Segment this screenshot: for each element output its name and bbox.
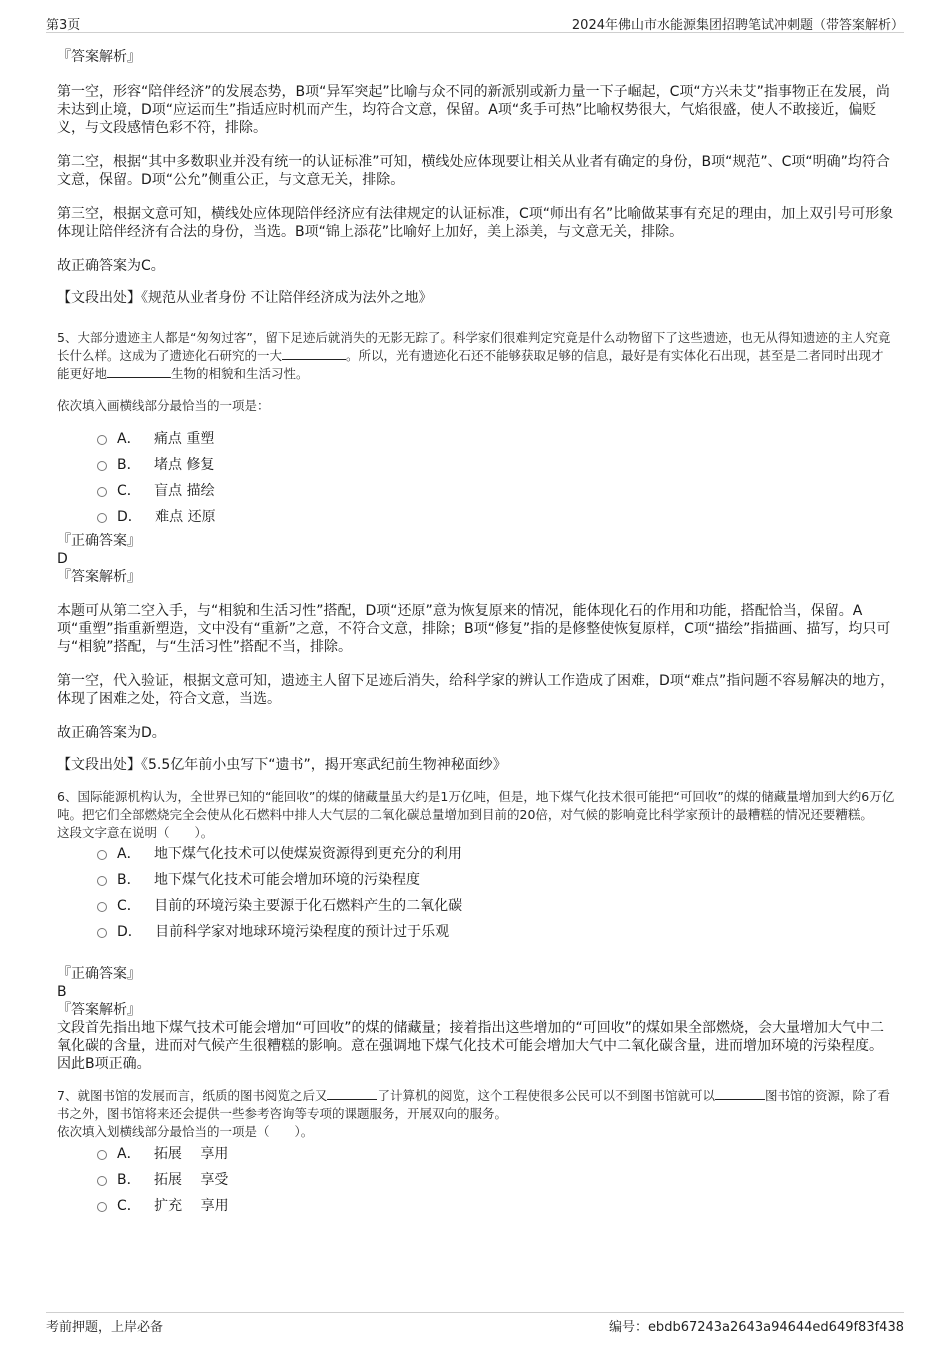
q5-blank-1 [282,347,346,360]
footer-slogan: 考前押题，上岸必备 [46,1320,164,1335]
radio-icon[interactable] [97,928,107,938]
q4-conclusion: 故正确答案为C。 [57,258,165,274]
q5-analysis-p2: 第一空，代入验证，根据文意可知，遗迹主人留下足迹后消失，给科学家的辨认工作造成了困难，D项“难点”指问题不容易解决的地方，体现了困难之处，符合文意，当选。 [57,673,895,707]
q4-analysis-p3: 第三空，根据文意可知，横线处应体现陪伴经济应有法律规定的认证标准，C项“师出有名”比喻做某事有充足的理由，加上双引号可形象体现让陪伴经济有合法的身份，当选。B项“锦上添花”比喻好上加好，美上添美，与文意无关，排除。 [57,206,894,240]
q5-source: 【文段出处】《5.5亿年前小虫写下“遗书”，揭开寒武纪前生物神秘面纱》 [57,757,507,773]
q6-option-d[interactable]: D． 目前科学家对地球环境污染程度的预计过于乐观 [57,923,895,949]
q6-correct-answer: B [57,984,67,1000]
q6-option-a[interactable]: A． 地下煤气化技术可以使煤炭资源得到更充分的利用 [57,845,895,871]
document-body [57,44,895,1223]
q7-blank-1 [327,1087,377,1100]
page-header [46,12,904,33]
q5-blank-2 [107,365,171,378]
q4-source: 【文段出处】《规范从业者身份 不让陪伴经济成为法外之地》 [57,290,433,306]
q7-option-b[interactable]: B． 拓展 享受 [57,1171,895,1197]
radio-icon[interactable] [97,487,107,497]
q6-correct-label: 『正确答案』 [57,966,141,982]
q6-option-b[interactable]: B． 地下煤气化技术可能会增加环境的污染程度 [57,871,895,897]
q5-analysis-label: 『答案解析』 [57,569,141,585]
q5-option-b[interactable]: B． 堵点 修复 [57,456,895,482]
q5-analysis-p1: 本题可从第二空入手，与“相貌和生活习性”搭配，D项“还原”意为恢复原来的情况，能体现化石的作用和功能，搭配恰当，保留。A项“重塑”指重新塑造，文中没有“重新”之意，不符合文意，排除；B项“修复”指的是修整使恢复原样，C项“描绘”指描画、描写，均只可与“相貌”搭配，与“生活习性”搭配不当，排除。 [57,603,891,655]
q6-options [57,845,895,949]
document-title: 2024年佛山市水能源集团招聘笔试冲刺题（带答案解析） [571,18,904,33]
page-footer [46,1312,904,1333]
q5-stem: 5、大部分遗迹主人都是“匆匆过客”，留下足迹后就消失的无影无踪了。科学家们很难判定究竟是什么动物留下了这些遗迹，也无从得知遗迹的主人究竟长什么样。这成为了遗迹化石研究的一大 。所以，光有遗迹化石还不能够获取足够的信息，最好是有实体化石出现，甚至是二者同时出现才能更好地 生物的相貌和生活习性。 [57,330,891,381]
q5-options [57,430,895,534]
radio-icon[interactable] [97,435,107,445]
q5-option-c[interactable]: C． 盲点 描绘 [57,482,895,508]
radio-icon[interactable] [97,1176,107,1186]
q6-prompt: 这段文字意在说明（ ）。 [57,825,214,840]
q5-prompt: 依次填入画横线部分最恰当的一项是： [57,398,270,413]
page-number: 第3页 [46,18,81,33]
radio-icon[interactable] [97,1150,107,1160]
radio-icon[interactable] [97,1202,107,1212]
q4-analysis-p1: 第一空，形容“陪伴经济”的发展态势，B项“异军突起”比喻与众不同的新派别或新力量一下子崛起，C项“方兴未艾”指事物正在发展，尚未达到止境，D项“应运而生”指适应时机而产生，均符合文意，保留。A项“炙手可热”比喻权势很大，气焰很盛，使人不敢接近，偏贬义，与文段感情色彩不符，排除。 [57,84,890,136]
radio-icon[interactable] [97,902,107,912]
q6-analysis: 文段首先指出地下煤气技术可能会增加“可回收”的煤的储藏量；接着指出这些增加的“可回收”的煤如果全部燃烧，会大量增加大气中二氧化碳的含量，进而对气候产生很糟糕的影响。意在强调地下煤气化技术可能会增加大气中二氧化碳含量，进而增加环境的污染程度。因此B项正确。 [57,1020,885,1072]
q6-stem: 6、国际能源机构认为，全世界已知的“能回收”的煤的储藏量虽大约是1万亿吨，但是，地下煤气化技术很可能把“可回收”的煤的储藏量增加到大约6万亿吨。把它们全部燃烧完全会使从化石燃料中排人大气层的二氧化碳总量增加到目前的20倍，对气候的影响竟比科学家预计的最糟糕的情况还要糟糕。 [57,789,895,822]
q7-stem: 7、就图书馆的发展而言，纸质的图书阅览之后又 了计算机的阅览，这个工程使很多公民可以不到图书馆就可以 图书馆的资源，除了看书之外，图书馆将来还会提供一些参考咨询等专项的课题服务，开展双向的服务。 [57,1088,890,1121]
q7-options [57,1145,895,1223]
q7-option-a[interactable]: A． 拓展 享用 [57,1145,895,1171]
q6-analysis-label: 『答案解析』 [57,1002,141,1018]
q5-option-d[interactable]: D． 难点 还原 [57,508,895,534]
q5-correct-answer: D [57,551,68,567]
radio-icon[interactable] [97,850,107,860]
radio-icon[interactable] [97,876,107,886]
q4-analysis-p2: 第二空，根据“其中多数职业并没有统一的认证标准”可知，横线处应体现要让相关从业者有确定的身份，B项“规范”、C项“明确”均符合文意，保留。D项“公允”侧重公正，与文意无关，排除。 [57,154,890,188]
q4-analysis-label: 『答案解析』 [57,49,141,65]
q5-conclusion: 故正确答案为D。 [57,725,166,741]
q5-option-a[interactable]: A． 痛点 重塑 [57,430,895,456]
q7-blank-2 [715,1087,765,1100]
radio-icon[interactable] [97,513,107,523]
q7-prompt: 依次填入划横线部分最恰当的一项是（ ）。 [57,1124,314,1139]
question-5 [57,329,895,774]
document-code: 编号：ebdb67243a2643a94644ed649f83f438 [608,1320,904,1335]
question-7 [57,1087,895,1223]
q5-correct-label: 『正确答案』 [57,533,141,549]
q7-option-c[interactable]: C． 扩充 享用 [57,1197,895,1223]
q4-analysis-block [57,48,895,307]
question-6 [57,788,895,1073]
radio-icon[interactable] [97,461,107,471]
q6-option-c[interactable]: C． 目前的环境污染主要源于化石燃料产生的二氧化碳 [57,897,895,923]
